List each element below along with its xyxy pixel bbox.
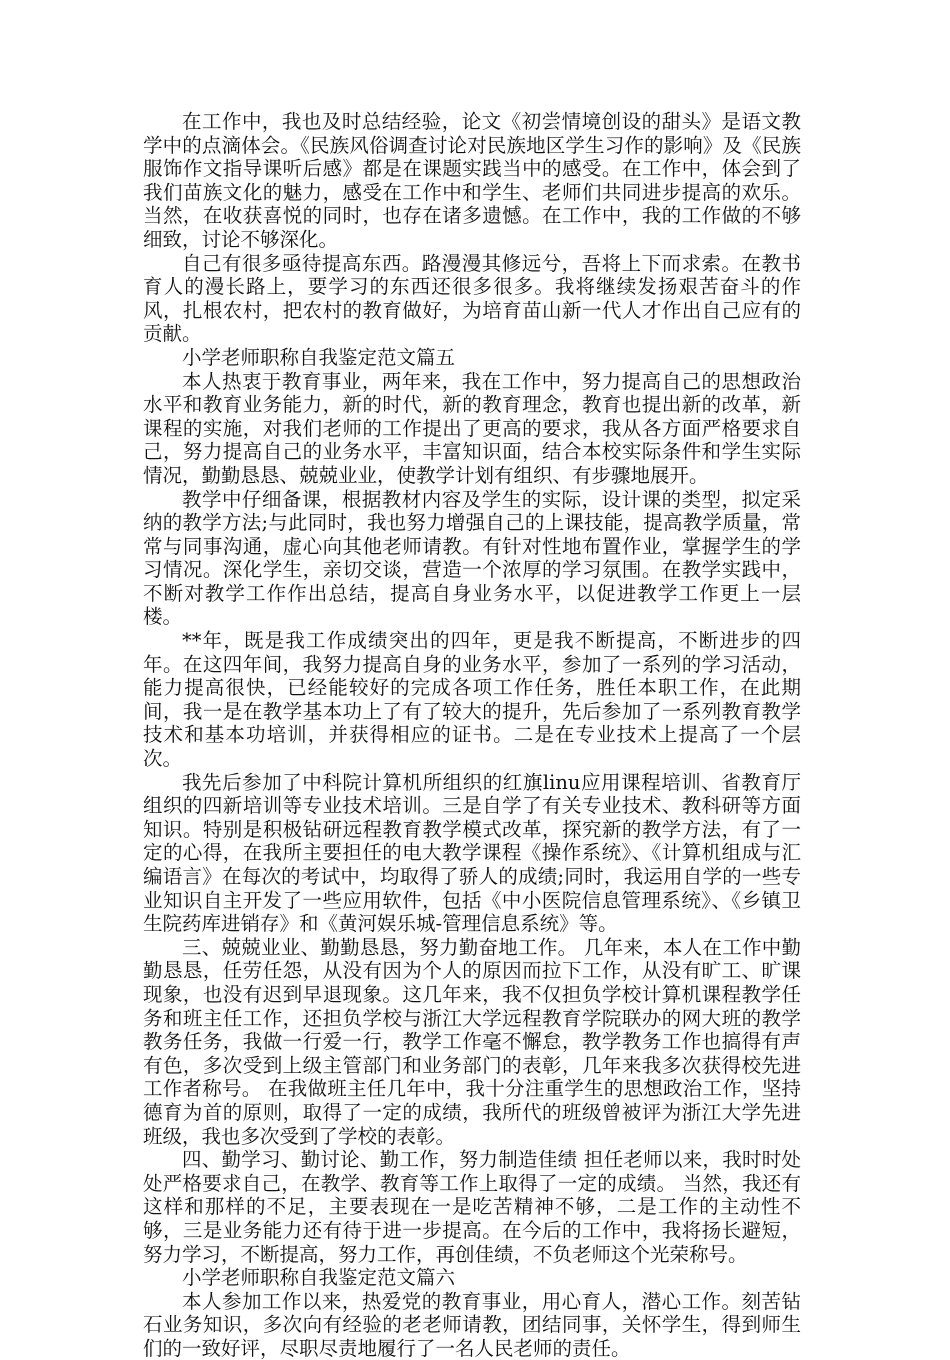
paragraph: 自己有很多亟待提高东西。路漫漫其修远兮，吾将上下而求索。在教书育人的漫长路上，要学习的东西还很多很多。我将继续发扬艰苦奋斗的作风，扎根农村，把农村的教育做好，为培育苗山新一代人才作出自己应有的贡献。: [143, 251, 801, 346]
section-heading: 小学老师职称自我鉴定范文篇五: [182, 345, 456, 369]
paragraph: 本人热衷于教育事业，两年来，我在工作中，努力提高自己的思想政治水平和教育业务能力，新的时代，新的教育理念，教育也提出新的改革，新课程的实施，对我们老师的工作提出了更高的要求，我从各方面严格要求自己，努力提高自己的业务水平，丰富知识面，结合本校实际条件和学生实际情况，勤勤恳恳、兢兢业业，使教学计划有组织、有步骤地展开。: [143, 369, 801, 487]
paragraph: 四、勤学习、勤讨论、勤工作，努力制造佳绩 担任老师以来，我时时处处严格要求自己，在教学、教育等工作上取得了一定的成绩。 当然，我还有这样和那样的不足，主要表现在一是吃苦精神不够，二是工作的主动性不够，三是业务能力还有待于进一步提高。在今后的工作中，我将扬长避短，努力学习，不断提高，努力工作，再创佳绩，不负老师这个光荣称号。: [143, 1148, 801, 1266]
paragraph: 教学中仔细备课，根据教材内容及学生的实际，设计课的类型，拟定采纳的教学方法;与此同时，我也努力增强自己的上课技能，提高教学质量，常常与同事沟通，虚心向其他老师请教。有针对性地布置作业，掌握学生的学习情况。深化学生，亲切交谈，营造一个浓厚的学习氛围。在教学实践中，不断对教学工作作出总结，提高自身业务水平，以促进教学工作更上一层楼。: [143, 487, 801, 629]
paragraph: 在工作中，我也及时总结经验，论文《初尝情境创设的甜头》是语文教学中的点滴体会。《民族风俗调查讨论对民族地区学生习作的影响》及《民族服饰作文指导课听后感》都是在课题实践当中的感受。在工作中，体会到了我们苗族文化的魅力，感受在工作中和学生、老师们共同进步提高的欢乐。当然，在收获喜悦的同时，也存在诸多遗憾。在工作中，我的工作做的不够细致，讨论不够深化。: [143, 110, 801, 251]
paragraph: 三、兢兢业业、勤勤恳恳，努力勤奋地工作。 几年来，本人在工作中勤勤恳恳，任劳任怨，从没有因为个人的原因而拉下工作，从没有旷工、旷课现象，也没有迟到早退现象。这几年来，我不仅担负学校计算机课程教学任务和班主任工作，还担负学校与浙江大学远程教育学院联办的网大班的教学教务任务，我做一行爱一行，教学工作毫不懈怠，教学教务工作也搞得有声有色，多次受到上级主管部门和业务部门的表彰，几年来我多次获得校先进工作者称号。 在我做班主任几年中，我十分注重学生的思想政治工作，坚持德育为首的原则，取得了一定的成绩，我所代的班级曾被评为浙江大学先进班级，我也多次受到了学校的表彰。: [143, 935, 801, 1148]
paragraph: **年，既是我工作成绩突出的四年，更是我不断提高，不断进步的四年。在这四年间，我努力提高自身的业务水平，参加了一系列的学习活动，能力提高很快，已经能较好的完成各项工作任务，胜任本职工作，在此期间，我一是在教学基本功上了有了较大的提升，先后参加了一系列教育教学技术和基本功培训，并获得相应的证书。二是在专业技术上提高了一个层次。: [143, 629, 801, 771]
paragraph: 本人参加工作以来，热爱党的教育事业，用心育人，潜心工作。刻苦钻石业务知识，多次向有经验的老老师请教，团结同事，关怀学生，得到师生们的一致好评，尽职尽责地履行了一名人民老师的责任。: [143, 1289, 801, 1360]
paragraph: 我先后参加了中科院计算机所组织的红旗linu应用课程培训、省教育厅组织的四新培训等专业技术培训。三是自学了有关专业技术、教科研等方面知识。特别是积极钻研远程教育教学模式改革，探究新的教学方法，有了一定的心得，在我所主要担任的电大教学课程《操作系统》、《计算机组成与汇编语言》在每次的考试中，均取得了骄人的成绩;同时，我运用自学的一些专业知识自主开发了一些应用软件，包括《中小医院信息管理系统》、《乡镇卫生院药库进销存》和《黄河娱乐城-管理信息系统》等。: [143, 770, 801, 936]
section-heading: 小学老师职称自我鉴定范文篇六: [182, 1266, 456, 1290]
document-body: [143, 110, 801, 1360]
